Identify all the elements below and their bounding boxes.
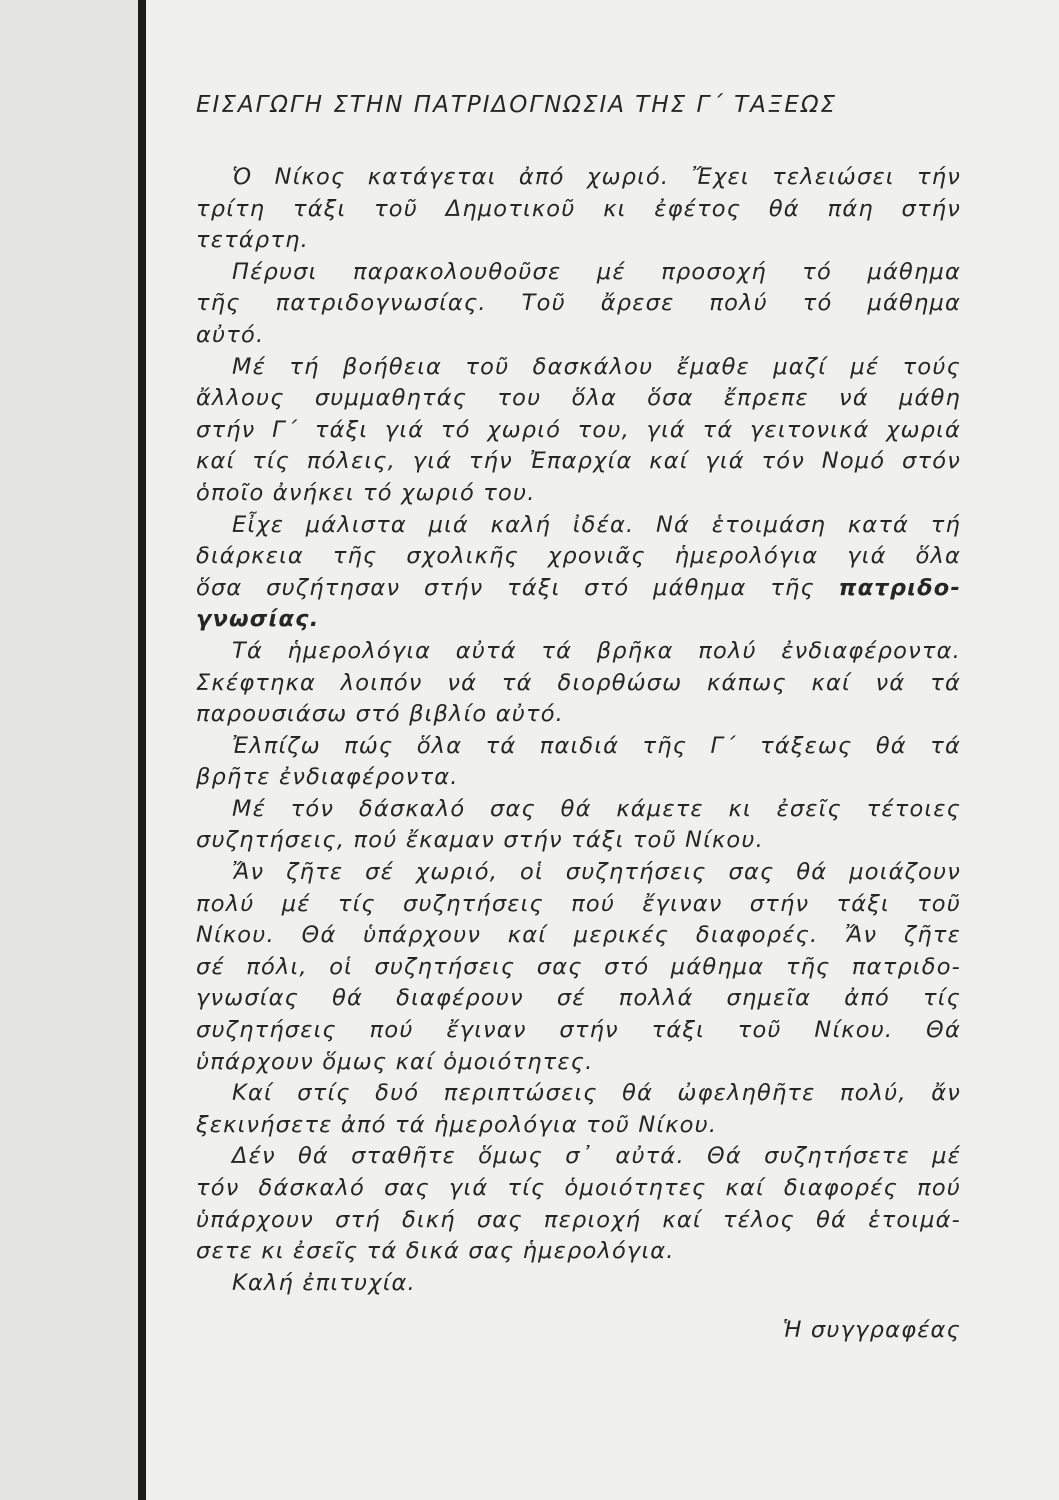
text-line: [196, 352, 961, 384]
text-line: [196, 320, 961, 352]
text-line-content: ὁποῖο ἀνήκει τό χωριό του.: [196, 479, 536, 506]
text-line-content: σετε κι ἐσεῖς τά δικά σας ἡμερολόγια.: [196, 1238, 675, 1265]
text-line: [196, 510, 961, 542]
text-line: [196, 257, 961, 289]
text-line: [196, 699, 961, 731]
text-line-content: καί τίς πόλεις, γιά τήν Ἐπαρχία καί γιά τόν Νομό στόν: [196, 448, 961, 475]
text-line-content: Δέν θά σταθῆτε ὅμως σ᾽ αὐτά. Θά συζητήσετε μέ: [232, 1143, 961, 1170]
author-signature: Ἡ συγγραφέας: [782, 1317, 961, 1344]
text-line-content: Μέ τή βοήθεια τοῦ δασκάλου ἔμαθε μαζί μέ τούς: [232, 353, 961, 380]
text-line-content: ὑπάρχουν ὅμως καί ὁμοιότητες.: [196, 1048, 594, 1075]
text-line: [196, 383, 961, 415]
text-line-content: ὅσα συζήτησαν στήν τάξι στό μάθημα τῆς: [196, 574, 839, 601]
text-line-content: αὐτό.: [196, 321, 265, 348]
text-line-content: γνωσίας θά διαφέρουν σέ πολλά σημεῖα ἀπό τίς: [196, 985, 961, 1012]
text-line-content: Ὁ Νίκος κατάγεται ἀπό χωριό. Ἔχει τελειώσει τήν: [232, 164, 961, 190]
text-line-content: Ἄν ζῆτε σέ χωριό, οἱ συζητήσεις σας θά μοιάζουν: [232, 859, 961, 886]
text-line-content: διάρκεια τῆς σχολικῆς χρονιᾶς ἡμερολόγια γιά ὅλα: [196, 543, 961, 570]
text-line-content: τῆς πατριδογνωσίας. Τοῦ ἄρεσε πολύ τό μάθημα: [196, 290, 961, 317]
text-line-content: Πέρυσι παρακολουθοῦσε μέ προσοχή τό μάθημα: [232, 258, 961, 285]
text-line-content: Ἐλπίζω πώς ὅλα τά παιδιά τῆς Γ΄ τάξεως θά τά: [232, 732, 961, 759]
text-line-content: τετάρτη.: [196, 227, 309, 254]
text-line: [196, 762, 961, 794]
text-line: [196, 983, 961, 1015]
text-line: [196, 541, 961, 573]
text-line: [196, 225, 961, 257]
text-line-content: Καλή ἐπιτυχία.: [232, 1269, 416, 1296]
text-line: [196, 1173, 961, 1205]
bold-term: γνωσίας.: [196, 606, 320, 633]
text-line: [196, 1268, 961, 1300]
text-line-content: πολύ μέ τίς συζητήσεις πού ἔγιναν στήν τάξι τοῦ: [196, 890, 961, 917]
text-line: [196, 636, 961, 668]
text-line: [196, 1047, 961, 1079]
text-line-content: βρῆτε ἐνδιαφέροντα.: [196, 764, 459, 791]
text-line: [196, 920, 961, 952]
page-title: ΕΙΣΑΓΩΓΗ ΣΤΗΝ ΠΑΤΡΙΔΟΓΝΩΣΙΑ ΤΗΣ Γ΄ ΤΑΞΕΩΣ: [196, 92, 838, 118]
text-line-content: ὑπάρχουν στή δική σας περιοχή καί τέλος θά ἑτοιμά-: [196, 1206, 961, 1233]
text-line: [196, 1236, 961, 1268]
text-line: [196, 604, 961, 636]
text-line-content: Καί στίς δυό περιπτώσεις θά ὠφεληθῆτε πολύ, ἄν: [232, 1080, 961, 1107]
text-line-content: τόν δάσκαλό σας γιά τίς ὁμοιότητες καί διαφορές πού: [196, 1175, 961, 1201]
text-line-content: Τά ἡμερολόγια αὐτά τά βρῆκα πολύ ἐνδιαφέροντα.: [232, 637, 961, 664]
text-line-content: τρίτη τάξι τοῦ Δημοτικοῦ κι ἐφέτος θά πάη στήν: [196, 195, 961, 222]
text-line: [196, 825, 961, 857]
text-line-content: Νίκου. Θά ὑπάρχουν καί μερικές διαφορές. Ἄν ζῆτε: [196, 922, 961, 949]
text-line-content: Μέ τόν δάσκαλό σας θά κάμετε κι ἐσεῖς τέτοιες: [232, 795, 961, 822]
text-line: [196, 1110, 961, 1142]
book-page: [146, 0, 1059, 1500]
text-line: [196, 1078, 961, 1110]
text-line-content: Σκέφτηκα λοιπόν νά τά διορθώσω κάπως καί νά τά: [196, 669, 961, 696]
text-line-content: σέ πόλι, οἱ συζητήσεις σας στό μάθημα τῆς πατριδο-: [196, 953, 961, 980]
body-text: [196, 162, 961, 1299]
page-edge-line: [138, 0, 146, 1500]
text-line: [196, 889, 961, 921]
text-line-content: ἄλλους συμμαθητάς του ὅλα ὅσα ἔπρεπε νά μάθη: [196, 385, 961, 412]
text-line-content: συζητήσεις, πού ἔκαμαν στήν τάξι τοῦ Νίκου.: [196, 827, 764, 854]
text-line: [196, 194, 961, 226]
text-line: [196, 1141, 961, 1173]
text-line: [196, 162, 961, 194]
text-line: [196, 288, 961, 320]
text-line: [196, 952, 961, 984]
text-line: [196, 794, 961, 826]
text-line: [196, 857, 961, 889]
text-line-content: συζητήσεις πού ἔγιναν στήν τάξι τοῦ Νίκου. Θά: [196, 1017, 961, 1044]
text-line: [196, 1015, 961, 1047]
text-line: [196, 446, 961, 478]
text-line: [196, 731, 961, 763]
bold-term: πατριδο-: [838, 574, 961, 601]
text-line-content: στήν Γ΄ τάξι γιά τό χωριό του, γιά τά γειτονικά χωριά: [196, 416, 961, 443]
text-line: [196, 415, 961, 447]
page-content: [196, 88, 961, 1347]
text-line-content: ξεκινήσετε ἀπό τά ἡμερολόγια τοῦ Νίκου.: [196, 1111, 718, 1138]
text-line: [196, 573, 961, 605]
text-line-content: παρουσιάσω στό βιβλίο αὐτό.: [196, 701, 565, 728]
text-line-content: Εἶχε μάλιστα μιά καλή ἰδέα. Νά ἑτοιμάση κατά τή: [232, 511, 961, 538]
text-line: [196, 1205, 961, 1237]
text-line: [196, 478, 961, 510]
text-line: [196, 668, 961, 700]
left-margin: [0, 0, 138, 1500]
